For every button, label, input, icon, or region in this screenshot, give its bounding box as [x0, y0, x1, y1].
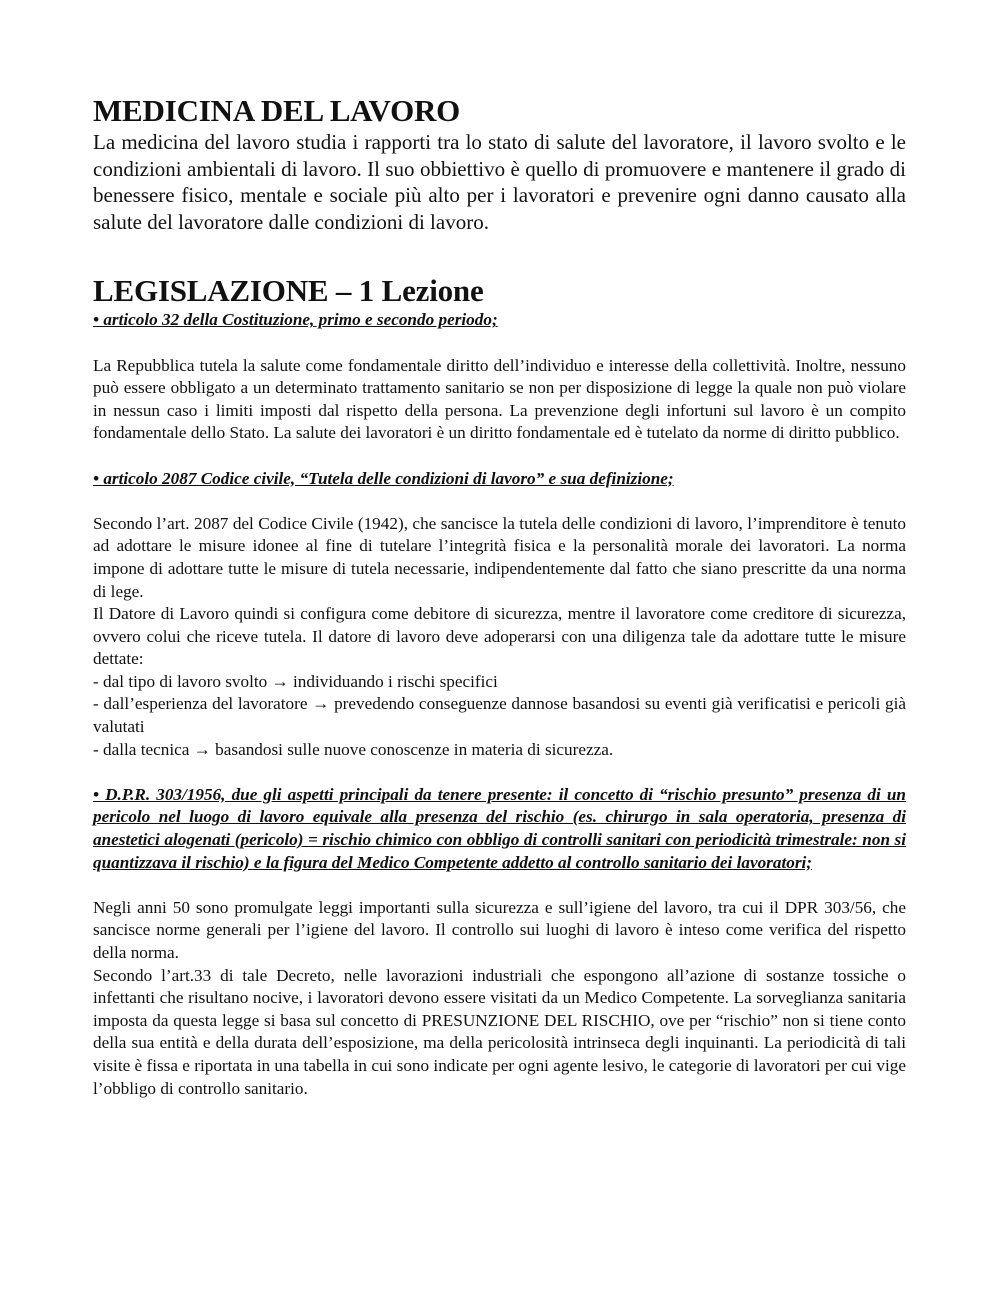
- article-2087-paragraph-1: Secondo l’art. 2087 del Codice Civile (1942), che sancisce la tutela delle condizioni di lavoro, l’imprenditore è tenuto ad adottare le misure idonee al fine di tutelare l’integrità fisica e la personalità morale dei lavoratori. La norma impone di adottare tutte le misure di tutela necessarie, indipendentemente dal fatto che siano prescritte da una norma di lege.: [93, 513, 906, 601]
- list-item: - dal tipo di lavoro svolto → individuando i rischi specifici: [93, 671, 498, 691]
- article-2087-heading: • articolo 2087 Codice civile, “Tutela delle condizioni di lavoro” e sua definizione;: [93, 468, 674, 488]
- intro-paragraph: La medicina del lavoro studia i rapporti tra lo stato di salute del lavoratore, il lavoro svolto e le condizioni ambientali di lavoro. Il suo obbiettivo è quello di promuovere e mantenere il grado di benessere fisico, mentale e sociale più alto per i lavoratori e prevenire ogni danno causato alla salute del lavoratore dalle condizioni di lavoro.: [93, 130, 906, 234]
- spacer: [93, 445, 906, 468]
- section-title: LEGISLAZIONE – 1 Lezione: [93, 273, 484, 309]
- article-32-heading: • articolo 32 della Costituzione, primo e secondo periodo;: [93, 310, 498, 330]
- dpr-303-paragraph-1: Negli anni 50 sono promulgate leggi importanti sulla sicurezza e sull’igiene del lavoro, tra cui il DPR 303/56, che sancisce norme generali per l’igiene del lavoro. Il controllo sui luoghi di lavoro è inteso come verifica del rispetto della norma.: [93, 897, 906, 962]
- spacer: [93, 761, 906, 784]
- article-32-paragraph: La Repubblica tutela la salute come fondamentale diritto dell’individuo e interesse della collettività. Inoltre, nessuno può essere obbligato a un determinato trattamento sanitario se non per disposizione di legge la quale non può violare in nessun caso i limiti imposti dal rispetto della persona. La prevenzione degli infortuni sul lavoro è un compito fondamentale dello Stato. La salute dei lavoratori è un diritto fondamentale ed è tutelato da norme di diritto pubblico.: [93, 355, 906, 443]
- document-title: MEDICINA DEL LAVORO: [93, 93, 461, 128]
- article-2087-paragraph-2: Il Datore di Lavoro quindi si configura come debitore di sicurezza, mentre il lavoratore come creditore di sicurezza, ovvero colui che riceve tutela. Il datore di lavoro deve adoperarsi con una diligenza tale da adottare tutte le misure dettate:: [93, 604, 906, 669]
- dpr-303-heading: • D.P.R. 303/1956, due gli aspetti principali da tenere presente: il concetto di “rischio presunto” presenza di un pericolo nel luogo di lavoro equivale alla presenza del rischio (es. chirurgo in sala operatoria, presenza di anestetici alogenati (pericolo) = rischio chimico con obbligo di controlli sanitari con periodicità trimestrale: non si quantizzava il rischio) e la figura del Medico Competente addetto al controllo sanitario dei lavoratori;: [93, 784, 906, 872]
- document-page: [93, 93, 906, 1100]
- list-item: - dall’esperienza del lavoratore → prevedendo conseguenze dannose basandosi su eventi già verificatisi e pericoli già valutati: [93, 694, 906, 737]
- dpr-303-paragraph-2: Secondo l’art.33 di tale Decreto, nelle lavorazioni industriali che espongono all’azione di sostanze tossiche o infettanti che risultano nocive, i lavoratori devono essere visitati da un Medico Competente. La sorveglianza sanitaria imposta da questa legge si basa sul concetto di PRESUNZIONE DEL RISCHIO, ove per “rischio” non si tiene conto della sua entità e della durata dell’esposizione, ma della pericolosità intrinseca degli inquinanti. La periodicità di tali visite è fissa e riportata in una tabella in cui sono indicate per ogni agente lesivo, le categorie di lavoratori per cui vige l’obbligo di controllo sanitario.: [93, 965, 906, 1098]
- spacer: [93, 490, 906, 513]
- spacer: [93, 874, 906, 897]
- spacer: [93, 332, 906, 355]
- list-item: - dalla tecnica → basandosi sulle nuove conoscenze in materia di sicurezza.: [93, 739, 614, 759]
